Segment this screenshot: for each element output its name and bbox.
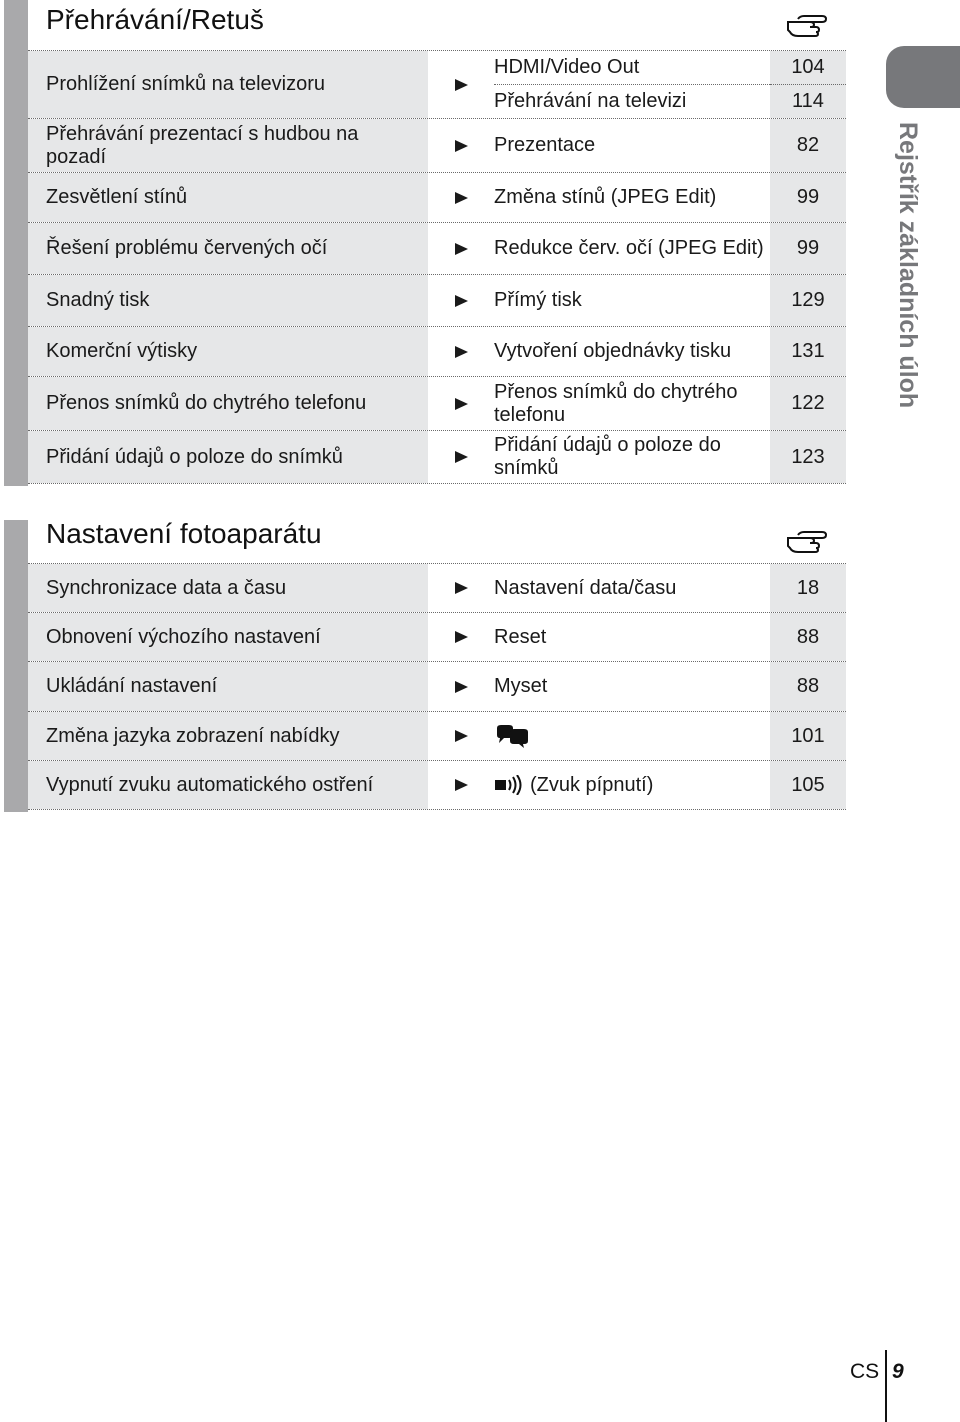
- page-reference: [770, 223, 846, 274]
- target-item: [494, 223, 770, 274]
- page-reference: [770, 173, 846, 222]
- target-label: Přímý tisk: [494, 289, 582, 311]
- page-reference: [770, 327, 846, 376]
- table-row: [28, 760, 846, 810]
- target-function: [494, 712, 770, 760]
- task-label: Obnovení výchozího nastavení: [28, 613, 428, 661]
- table-row: [28, 222, 846, 274]
- page-number: 123: [791, 445, 825, 468]
- page-number: 131: [791, 340, 825, 362]
- page-reference: [770, 431, 846, 483]
- page-reference: [770, 613, 846, 661]
- arrow-icon: [428, 173, 494, 222]
- task-label: Přehrávání prezentací s hudbou na pozadí: [28, 119, 428, 172]
- page-number: 104: [791, 56, 825, 78]
- page-number: 99: [796, 237, 820, 259]
- target-function: [494, 431, 770, 483]
- footer-page-number: 9: [892, 1360, 904, 1383]
- side-label-text: Rejstřík základních úloh: [894, 122, 922, 409]
- section-playback-retouch: [0, 0, 846, 486]
- target-label: Vytvoření objednávky tisku: [494, 340, 732, 362]
- page-reference: [770, 712, 846, 760]
- table-row: [28, 50, 846, 118]
- triangle-right-icon: [455, 140, 468, 152]
- target-function: [494, 613, 770, 661]
- triangle-right-icon: [455, 451, 468, 463]
- triangle-right-icon: [455, 398, 468, 410]
- section-title: Nastavení fotoaparátu: [46, 518, 322, 549]
- task-label: Zesvětlení stínů: [28, 173, 428, 222]
- target-label: Přidání údajů o poloze do snímků: [494, 434, 721, 479]
- page-number: 88: [796, 625, 820, 648]
- footer-language: CS: [850, 1360, 880, 1383]
- task-label: Snadný tisk: [28, 275, 428, 326]
- target-label: Přehrávání na televizi: [494, 90, 687, 112]
- task-label: Vypnutí zvuku automatického ostření: [28, 761, 428, 809]
- page-reference: [770, 51, 846, 118]
- target-function: [494, 662, 770, 711]
- table-row: [28, 274, 846, 326]
- target-item: [494, 712, 770, 760]
- page-reference: [770, 761, 846, 809]
- page-number: 129: [791, 289, 825, 311]
- section-bar: [4, 520, 28, 812]
- triangle-right-icon: [455, 681, 468, 693]
- section-title: Přehrávání/Retuš: [46, 4, 264, 35]
- target-label: Redukce červ. očí (JPEG Edit): [494, 237, 764, 259]
- table-row: [28, 326, 846, 376]
- task-label: Synchronizace data a času: [28, 564, 428, 612]
- arrow-icon: [428, 51, 494, 118]
- triangle-right-icon: [455, 582, 468, 594]
- page-number: 88: [796, 675, 820, 697]
- table-row: [28, 118, 846, 172]
- target-item: [494, 613, 770, 661]
- arrow-icon: [428, 712, 494, 760]
- arrow-icon: [428, 377, 494, 430]
- triangle-right-icon: [455, 192, 468, 204]
- page-reference: [770, 662, 846, 711]
- page-reference: [770, 377, 846, 430]
- task-label: Řešení problému červených očí: [28, 223, 428, 274]
- target-function: [494, 223, 770, 274]
- table-row: [28, 430, 846, 484]
- triangle-right-icon: [455, 631, 468, 643]
- page-reference: [770, 275, 846, 326]
- table-row: [28, 661, 846, 711]
- triangle-right-icon: [455, 779, 468, 791]
- task-label: Změna jazyka zobrazení nabídky: [28, 712, 428, 760]
- pointing-hand-icon: [786, 10, 828, 38]
- table-row: [28, 172, 846, 222]
- footer-separator: [885, 1350, 887, 1422]
- page-number: 105: [791, 773, 825, 796]
- side-tab: [886, 46, 960, 108]
- task-label: Ukládání nastavení: [28, 662, 428, 711]
- target-function: [494, 51, 770, 118]
- table-row: [28, 376, 846, 430]
- task-label: Přidání údajů o poloze do snímků: [28, 431, 428, 483]
- arrow-icon: [428, 223, 494, 274]
- target-item: [494, 327, 770, 376]
- target-label: Změna stínů (JPEG Edit): [494, 186, 717, 208]
- page-reference: [770, 119, 846, 172]
- beep-sound-icon: [494, 775, 524, 795]
- page-number: 99: [796, 186, 820, 208]
- target-label: Reset: [494, 625, 547, 648]
- arrow-icon: [428, 662, 494, 711]
- section-bar: [4, 0, 28, 486]
- page-number: 122: [791, 392, 825, 414]
- target-function: [494, 275, 770, 326]
- page-reference: [770, 564, 846, 612]
- target-item: [494, 377, 770, 430]
- task-label: Přenos snímků do chytrého telefonu: [28, 377, 428, 430]
- target-function: [494, 173, 770, 222]
- target-label: Myset: [494, 675, 548, 697]
- target-item: [494, 173, 770, 222]
- target-function: [494, 761, 770, 809]
- page-number: 18: [796, 576, 820, 599]
- task-label: Prohlížení snímků na televizoru: [28, 51, 428, 118]
- target-label: Nastavení data/času: [494, 576, 677, 599]
- triangle-right-icon: [455, 79, 468, 91]
- target-function: [494, 564, 770, 612]
- target-function: [494, 377, 770, 430]
- target-label: Prezentace: [494, 134, 596, 156]
- target-item: [494, 119, 770, 172]
- target-item: [494, 51, 770, 84]
- section-camera-settings: [0, 520, 846, 812]
- triangle-right-icon: [455, 243, 468, 255]
- arrow-icon: [428, 761, 494, 809]
- language-icon: [494, 724, 530, 748]
- arrow-icon: [428, 119, 494, 172]
- table-row: [28, 563, 846, 612]
- arrow-icon: [428, 327, 494, 376]
- arrow-icon: [428, 564, 494, 612]
- target-label: (Zvuk pípnutí): [530, 773, 654, 796]
- target-item: [494, 84, 770, 118]
- side-index-label: [880, 122, 930, 422]
- page-number: 101: [791, 724, 825, 747]
- target-item: [494, 662, 770, 711]
- triangle-right-icon: [455, 346, 468, 358]
- pointing-hand-icon: [786, 526, 828, 554]
- arrow-icon: [428, 431, 494, 483]
- page-number: 114: [770, 84, 846, 118]
- page-number: 82: [796, 134, 820, 156]
- triangle-right-icon: [455, 730, 468, 742]
- triangle-right-icon: [455, 295, 468, 307]
- arrow-icon: [428, 275, 494, 326]
- target-item: [494, 275, 770, 326]
- target-label: HDMI/Video Out: [494, 56, 640, 78]
- target-label: Přenos snímků do chytrého telefonu: [494, 380, 738, 426]
- target-item: [494, 761, 770, 809]
- target-item: [494, 431, 770, 483]
- table-row: [28, 711, 846, 760]
- arrow-icon: [428, 613, 494, 661]
- target-item: [494, 564, 770, 612]
- table-row: [28, 612, 846, 661]
- target-function: [494, 119, 770, 172]
- task-label: Komerční výtisky: [28, 327, 428, 376]
- target-function: [494, 327, 770, 376]
